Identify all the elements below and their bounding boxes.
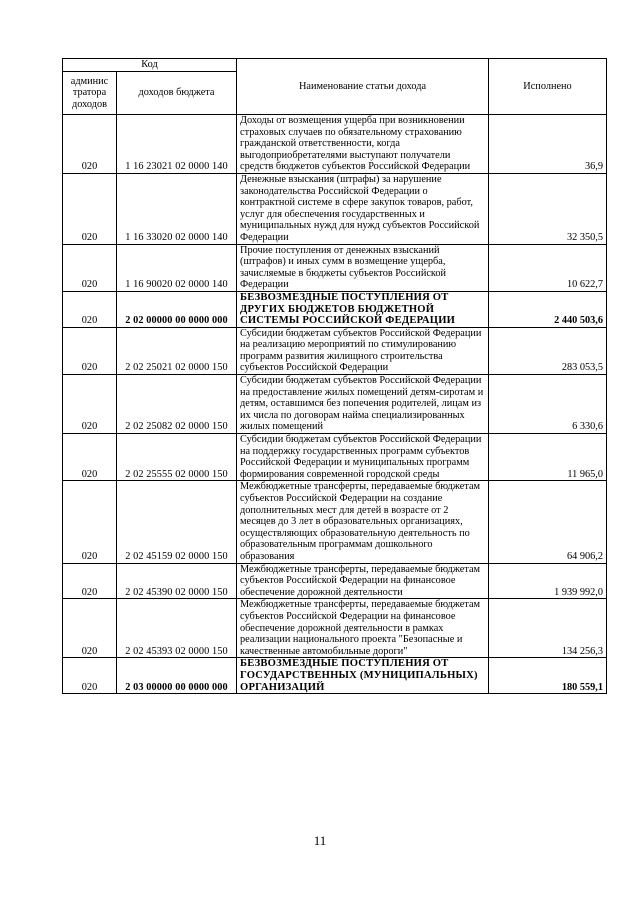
table-row (63, 173, 607, 244)
name-cell: Прочие поступления от денежных взысканий (штрафов) и иных сумм в возмещение ущерба, зачисляемые в бюджеты субъектов Российской Федерации (237, 244, 489, 291)
adm-cell: 020 (63, 244, 117, 291)
value-cell: 64 906,2 (489, 481, 607, 563)
name-cell: Субсидии бюджетам субъектов Российской Федерации на реализацию мероприятий по стимулированию программ развития жилищного строительства субъектов Российской Федерации (237, 327, 489, 374)
code-cell: 2 02 45390 02 0000 150 (117, 563, 237, 599)
value-cell: 36,9 (489, 115, 607, 174)
code-cell: 1 16 23021 02 0000 140 (117, 115, 237, 174)
value-cell: 283 053,5 (489, 327, 607, 374)
code-cell: 2 02 45393 02 0000 150 (117, 599, 237, 658)
header-ispolneno: Исполнено (489, 59, 607, 115)
adm-cell: 020 (63, 434, 117, 481)
table-row (63, 291, 607, 327)
value-cell: 2 440 503,6 (489, 291, 607, 327)
table-row (63, 599, 607, 658)
table-row (63, 481, 607, 563)
name-cell: Субсидии бюджетам субъектов Российской Федерации на предоставление жилых помещений детям-сиротам и детям, оставшимся без попечения родителей, лицам из их числа по договорам найма специализированных жилых помещений (237, 375, 489, 434)
table-row (63, 658, 607, 694)
revenue-table (62, 58, 607, 694)
value-cell: 6 330,6 (489, 375, 607, 434)
code-cell: 2 03 00000 00 0000 000 (117, 658, 237, 694)
name-cell: Денежные взыскания (штрафы) за нарушение законодательства Российской Федерации о контрактной системе в сфере закупок товаров, работ, услуг для обеспечения государственных и муниципальных нужд для нужд субъектов Российской Федерации (237, 173, 489, 244)
value-cell: 11 965,0 (489, 434, 607, 481)
code-cell: 2 02 25021 02 0000 150 (117, 327, 237, 374)
table-row (63, 115, 607, 174)
name-cell: Доходы от возмещения ущерба при возникновении страховых случаев по обязательному страхованию гражданской ответственности, когда выгодоприобретателями выступают получатели средств бюджетов субъектов Российской Федерации (237, 115, 489, 174)
code-cell: 2 02 00000 00 0000 000 (117, 291, 237, 327)
value-cell: 10 622,7 (489, 244, 607, 291)
name-cell: Субсидии бюджетам субъектов Российской Федерации на поддержку государственных программ субъектов Российской Федерации и муниципальных программ формирования современной городской среды (237, 434, 489, 481)
table-row (63, 375, 607, 434)
adm-cell: 020 (63, 327, 117, 374)
value-cell: 134 256,3 (489, 599, 607, 658)
code-cell: 2 02 45159 02 0000 150 (117, 481, 237, 563)
adm-cell: 020 (63, 563, 117, 599)
header-kod: Код (63, 59, 237, 72)
name-cell: Межбюджетные трансферты, передаваемые бюджетам субъектов Российской Федерации на финансовое обеспечение дорожной деятельности в рамках реализации национального проекта "Безопасные и качественные автомобильные дороги" (237, 599, 489, 658)
header-dohodov: доходов бюджета (117, 72, 237, 115)
table-row (63, 244, 607, 291)
table-body (63, 115, 607, 694)
name-cell: Межбюджетные трансферты, передаваемые бюджетам субъектов Российской Федерации на финансовое обеспечение дорожной деятельности (237, 563, 489, 599)
table-row (63, 327, 607, 374)
page-number: 11 (313, 833, 327, 848)
code-cell: 1 16 33020 02 0000 140 (117, 173, 237, 244)
code-cell: 1 16 90020 02 0000 140 (117, 244, 237, 291)
value-cell: 1 939 992,0 (489, 563, 607, 599)
adm-cell: 020 (63, 291, 117, 327)
name-cell: БЕЗВОЗМЕЗДНЫЕ ПОСТУПЛЕНИЯ ОТ ДРУГИХ БЮДЖЕТОВ БЮДЖЕТНОЙ СИСТЕМЫ РОССИЙСКОЙ ФЕДЕРАЦИИ (237, 291, 489, 327)
header-administrator: админис тратора доходов (63, 72, 117, 115)
adm-cell: 020 (63, 481, 117, 563)
adm-cell: 020 (63, 658, 117, 694)
table-row (63, 563, 607, 599)
adm-cell: 020 (63, 173, 117, 244)
table-row (63, 434, 607, 481)
name-cell: Межбюджетные трансферты, передаваемые бюджетам субъектов Российской Федерации на создание дополнительных мест для детей в возрасте от 2 месяцев до 3 лет в образовательных организациях, осуществляющих образовательную деятельность по образовательным программам дошкольного образования (237, 481, 489, 563)
code-cell: 2 02 25555 02 0000 150 (117, 434, 237, 481)
name-cell: БЕЗВОЗМЕЗДНЫЕ ПОСТУПЛЕНИЯ ОТ ГОСУДАРСТВЕННЫХ (МУНИЦИПАЛЬНЫХ) ОРГАНИЗАЦИЙ (237, 658, 489, 694)
adm-cell: 020 (63, 599, 117, 658)
value-cell: 180 559,1 (489, 658, 607, 694)
value-cell: 32 350,5 (489, 173, 607, 244)
adm-cell: 020 (63, 115, 117, 174)
adm-cell: 020 (63, 375, 117, 434)
code-cell: 2 02 25082 02 0000 150 (117, 375, 237, 434)
header-name: Наименование статьи дохода (237, 59, 489, 115)
